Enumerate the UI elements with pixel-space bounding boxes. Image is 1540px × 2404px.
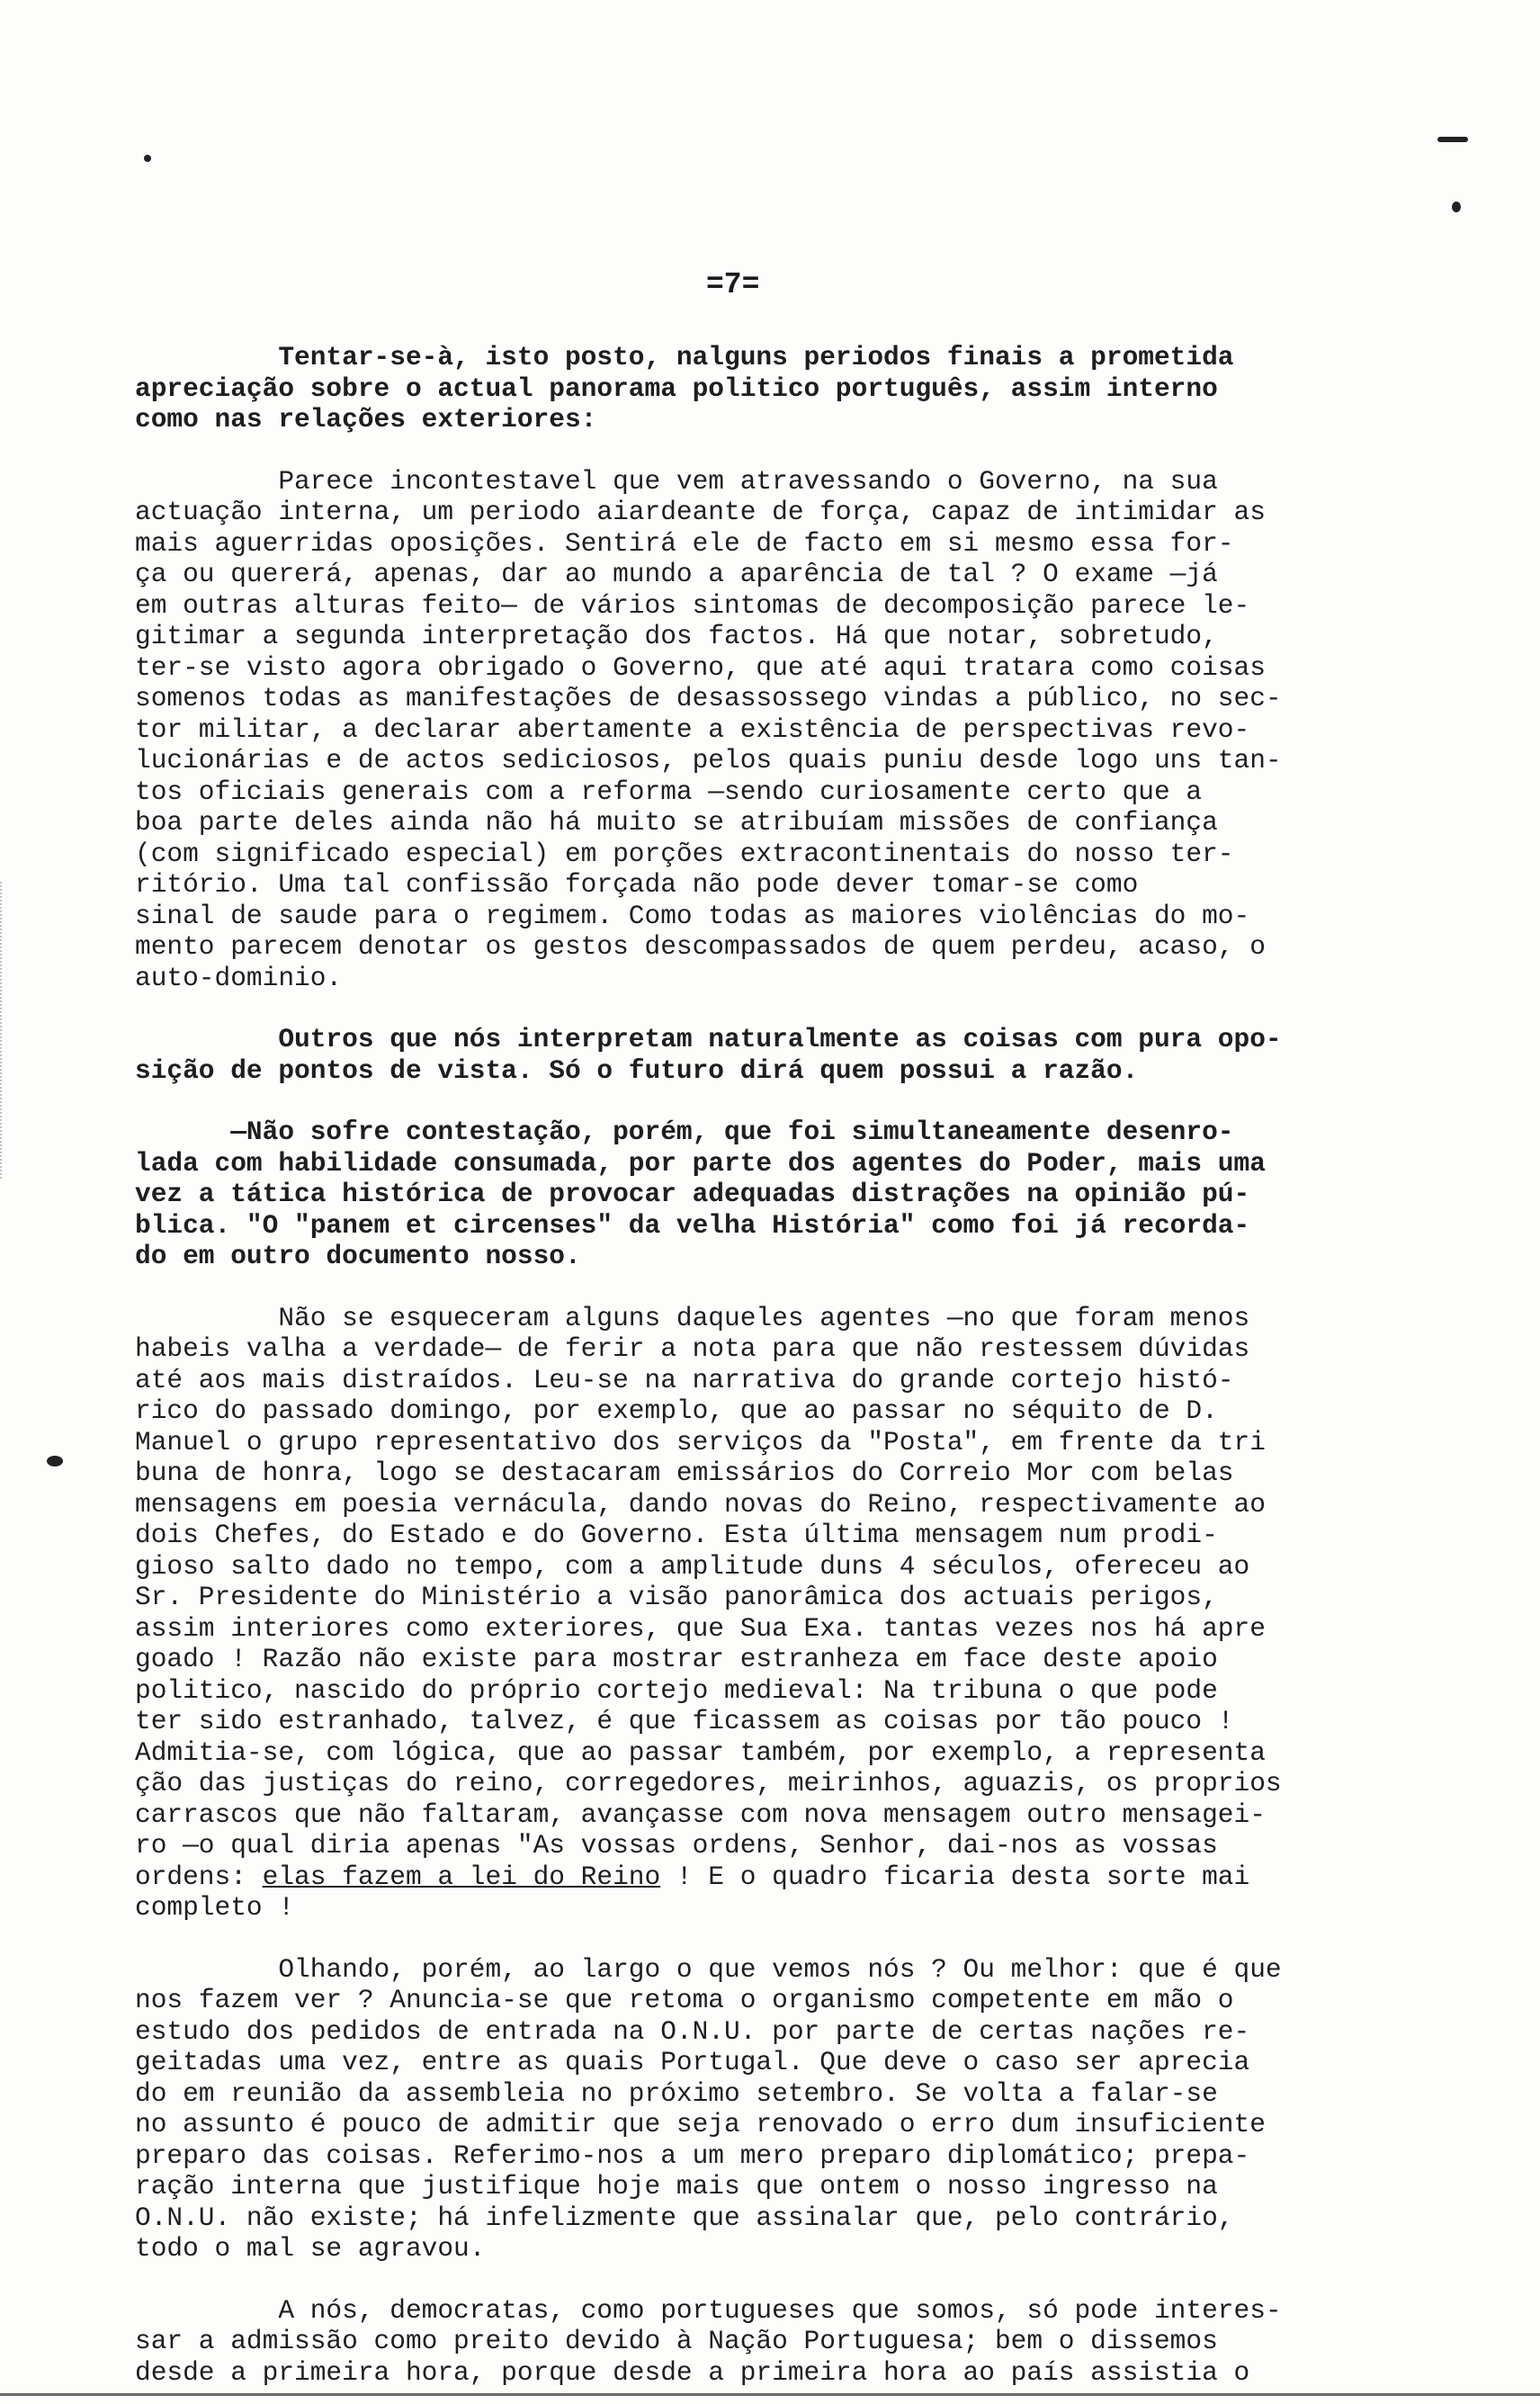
text-line: tos oficiais generais com a reforma —sendo curiosamente certo que a: [135, 776, 1203, 807]
text-line: Parece incontestavel que vem atravessando o Governo, na sua: [135, 465, 1218, 497]
text-line: nos fazem ver ? Anuncia-se que retoma o organismo competente em mão o: [135, 1985, 1234, 2015]
text-line: actuação interna, um periodo aiardeante de força, capaz de intimidar as: [135, 497, 1266, 527]
body-text: [135, 342, 1457, 2404]
scan-speck: [1452, 202, 1461, 212]
text-line: mensagens em poesia vernácula, dando novas do Reino, respectivamente ao: [135, 1488, 1266, 1520]
text-line: ter sido estranhado, talvez, é que ficassem as coisas por tão pouco !: [135, 1706, 1234, 1736]
text-line: ça ou quererá, apenas, dar ao mundo a aparência de tal ? O exame —já: [135, 559, 1218, 589]
text-line: do em reunião da assembleia no próximo setembro. Se volta a falar-se: [135, 2077, 1218, 2109]
paragraph: [135, 2295, 1457, 2389]
text-line: sição de pontos de vista. Só o futuro dirá quem possui a razão.: [135, 1054, 1139, 1086]
text-line: politico, nascido do próprio cortejo medieval: Na tribuna o que pode: [135, 1674, 1218, 1706]
paragraph: [135, 466, 1457, 994]
page-number: =7=: [706, 268, 760, 301]
bottom-edge: [0, 2393, 1540, 2396]
underlined-phrase: elas fazem a lei do Reino: [262, 1861, 661, 1892]
text-line: carrascos que não faltaram, avançasse com nova mensagem outro mensagei-: [135, 1799, 1266, 1830]
text-line: Tentar-se-à, isto posto, nalguns periodos finais a prometida: [135, 342, 1234, 372]
scan-speck: [47, 1456, 63, 1467]
text-line: Olhando, porém, ao largo o que vemos nós ? Ou melhor: que é que: [135, 1953, 1282, 1985]
text-line: geitadas uma vez, entre as quais Portugal. Que deve o caso ser aprecia: [135, 2047, 1250, 2077]
text-line: goado ! Razão não existe para mostrar estranheza em face deste apoio: [135, 1644, 1218, 1674]
text-line: habeis valha a verdade— de ferir a nota para que não restessem dúvidas: [135, 1333, 1250, 1364]
text-line: auto-dominio.: [135, 962, 343, 993]
text-line: buna de honra, logo se destacaram emissários do Correio Mor com belas: [135, 1458, 1234, 1488]
paragraph: [135, 1117, 1457, 1272]
text-line: assim interiores como exteriores, que Sua Exa. tantas vezes nos há apre: [135, 1612, 1266, 1644]
text-line: como nas relações exteriores:: [135, 404, 597, 435]
scan-speck: [144, 155, 151, 162]
paragraph: [135, 1024, 1457, 1086]
text-line: Manuel o grupo representativo dos serviços da "Posta", em frente da tri: [135, 1426, 1266, 1458]
text-line: lucionárias e de actos sediciosos, pelos quais puniu desde logo uns tan-: [135, 745, 1282, 776]
text-line: apreciação sobre o actual panorama politico português, assim interno: [135, 372, 1218, 404]
text-line: sar a admissão como preito devido à Nação Portuguesa; bem o dissemos: [135, 2326, 1218, 2356]
text-line: gioso salto dado no tempo, com a amplitude duns 4 séculos, ofereceu ao: [135, 1550, 1250, 1582]
text-line: boa parte deles ainda não há muito se atribuíam missões de confiança: [135, 807, 1218, 838]
paragraph: [135, 342, 1457, 435]
text-line: Sr. Presidente do Ministério a visão panorâmica dos actuais perigos,: [135, 1582, 1218, 1612]
text-line: Outros que nós interpretam naturalmente as coisas com pura opo-: [135, 1024, 1282, 1054]
text-line: O.N.U. não existe; há infelizmente que assinalar que, pelo contrário,: [135, 2202, 1234, 2233]
paragraph: [135, 1303, 1457, 1924]
text-line: mento parecem denotar os gestos descompassados de quem perdeu, acaso, o: [135, 931, 1266, 962]
text-line: tor militar, a declarar abertamente a existência de perspectivas revo-: [135, 713, 1250, 745]
text-line: Admitia-se, com lógica, que ao passar também, por exemplo, a representa: [135, 1736, 1266, 1768]
margin-scan-mark: [0, 882, 20, 1179]
text-line: dois Chefes, do Estado e do Governo. Esta última mensagem num prodi-: [135, 1520, 1218, 1550]
text-line: ter-se visto agora obrigado o Governo, que até aqui tratara como coisas: [135, 651, 1266, 683]
text-line: até aos mais distraídos. Leu-se na narrativa do grande cortejo histó-: [135, 1364, 1234, 1395]
text-line: gitimar a segunda interpretação dos factos. Há que notar, sobretudo,: [135, 621, 1218, 651]
text-line: ro —o qual diria apenas "As vossas ordens, Senhor, dai-nos as vossas: [135, 1830, 1218, 1861]
text-line: sinal de saude para o regimem. Como todas as maiores violências do mo-: [135, 900, 1250, 931]
text-line: —Não sofre contestação, porém, que foi simultaneamente desenro-: [135, 1117, 1234, 1147]
text-line: A nós, democratas, como portugueses que somos, só pode interes-: [135, 2294, 1282, 2326]
text-line: vez a tática histórica de provocar adequadas distrações na opinião pú-: [135, 1179, 1250, 1209]
text-line: estudo dos pedidos de entrada na O.N.U. por parte de certas nações re-: [135, 2015, 1250, 2047]
text-line: do em outro documento nosso.: [135, 1241, 581, 1271]
text-line: ração interna que justifique hoje mais que ontem o nosso ingresso na: [135, 2171, 1218, 2202]
text-line: todo o mal se agravou.: [135, 2233, 486, 2264]
paragraph: [135, 1954, 1457, 2265]
text-line: Não se esqueceram alguns daqueles agentes —no que foram menos: [135, 1302, 1250, 1333]
text-line: em outras alturas feito— de vários sintomas de decomposição parece le-: [135, 589, 1250, 621]
scan-speck: [1437, 137, 1468, 142]
text-line: no assunto é pouco de admitir que seja renovado o erro dum insuficiente: [135, 2109, 1266, 2139]
text-line: rico do passado domingo, por exemplo, que ao passar no séquito de D.: [135, 1395, 1218, 1426]
text-line: mais aguerridas oposições. Sentirá ele de facto em si mesmo essa for-: [135, 527, 1234, 559]
text-line: blica. "O "panem et circenses" da velha História" como foi já recorda-: [135, 1209, 1250, 1241]
text-line: lada com habilidade consumada, por parte dos agentes do Poder, mais uma: [135, 1147, 1266, 1179]
text-line: ordens: elas fazem a lei do Reino ! E o quadro ficaria desta sorte mai: [135, 1861, 1250, 1892]
text-line: desde a primeira hora, porque desde a primeira hora ao país assistia o: [135, 2356, 1250, 2388]
text-line: completo !: [135, 1892, 295, 1923]
text-line: ritório. Uma tal confissão forçada não pode dever tomar-se como: [135, 869, 1139, 900]
text-line: (com significado especial) em porções extracontinentais do nosso ter-: [135, 838, 1234, 869]
text-line: somenos todas as manifestações de desassossego vindas a público, no sec-: [135, 683, 1282, 713]
text-line: preparo das coisas. Referimo-nos a um mero preparo diplomático; prepa-: [135, 2139, 1250, 2171]
text-line: ção das justiças do reino, corregedores, meirinhos, aguazis, os proprios: [135, 1768, 1282, 1799]
